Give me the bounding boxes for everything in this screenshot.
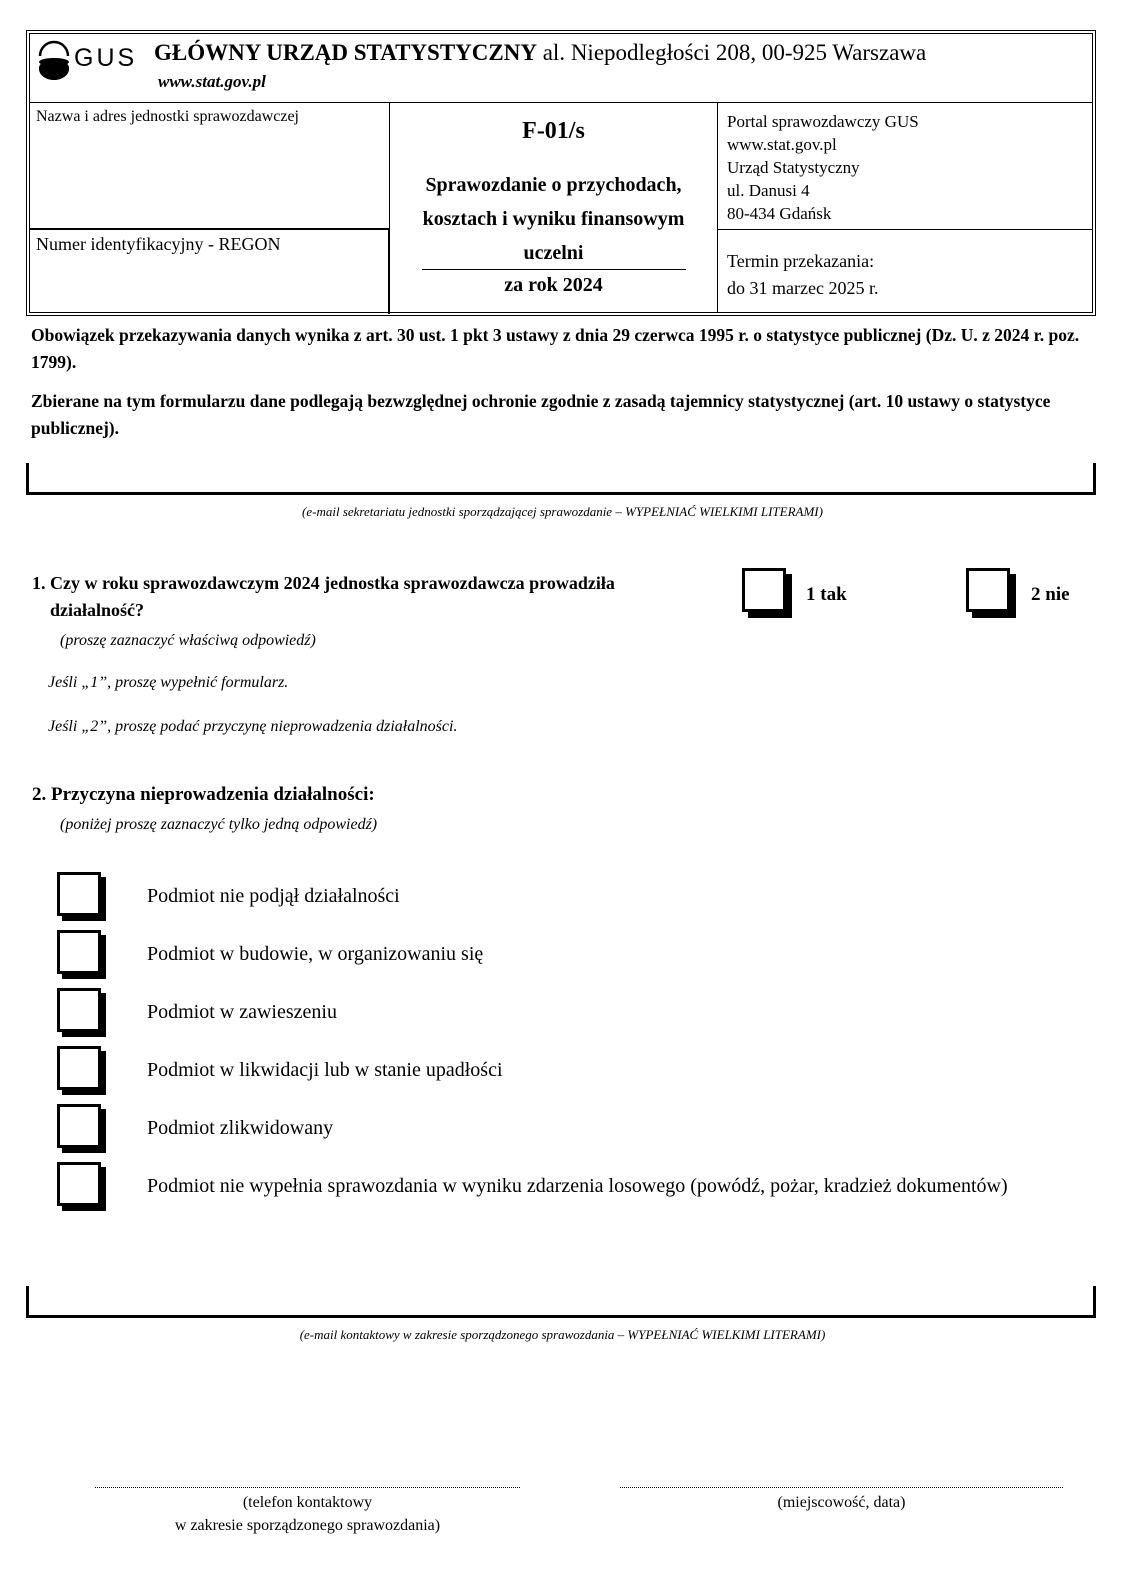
- form-title-rule: [422, 269, 686, 270]
- organization-name: [154, 40, 926, 66]
- form-title-line: Sprawozdanie o przychodach,: [425, 174, 682, 196]
- form-year: za rok 2024: [504, 274, 603, 296]
- reason-checkbox-under-construction[interactable]: [57, 930, 101, 974]
- legal-obligation: Obowiązek przekazywania danych wynika z art. 30 ust. 1 pkt 3 ustawy z dnia 29 czerwca 1995 r. o statystyce publicznej (Dz. U. z 2024 r. poz. 1799).: [31, 325, 1080, 372]
- regon-box-top-border: [29, 228, 390, 230]
- phone-label-line: w zakresie sporządzonego sprawozdania): [174, 1517, 441, 1534]
- question2-title: 2. Przyczyna nieprowadzenia działalności:: [32, 784, 375, 805]
- question1-if-no: Jeśli „2”, proszę podać przyczynę nieprowadzenia działalności.: [48, 718, 458, 735]
- gus-logo-icon: [36, 38, 72, 82]
- question1-if-yes: Jeśli „1”, proszę wypełnić formularz.: [48, 674, 289, 691]
- portal-line: 80-434 Gdańsk: [727, 204, 832, 223]
- form-title: [390, 168, 717, 270]
- reason-checkbox-suspended[interactable]: [57, 988, 101, 1032]
- portal-line: ul. Danusi 4: [727, 181, 810, 200]
- answer-no-checkbox[interactable]: [966, 568, 1010, 612]
- regon-field[interactable]: [32, 258, 384, 310]
- question2-hint: (poniżej proszę zaznaczyć tylko jedną odpowiedź): [60, 816, 378, 833]
- unit-name-label: Nazwa i adres jednostki sprawozdawczej: [36, 108, 299, 125]
- email-secretariat-input[interactable]: [26, 463, 1096, 495]
- unit-name-field[interactable]: [32, 130, 387, 225]
- header-column-divider-right: [717, 102, 718, 313]
- deadline: [727, 248, 878, 302]
- answer-no-label: 2 nie: [1031, 584, 1070, 605]
- reason-label-not-started: Podmiot nie podjął działalności: [147, 885, 400, 907]
- regon-label: Numer identyfikacyjny - REGON: [36, 234, 281, 254]
- answer-yes-label: 1 tak: [806, 584, 847, 605]
- deadline-box-top-border: [717, 229, 1093, 230]
- email-secretariat-caption: (e-mail sekretariatu jednostki sporządzającej sprawozdanie – WYPEŁNIAĆ WIELKIMI LITERAMI): [302, 504, 823, 519]
- question1-line: 1. Czy w roku sprawozdawczym 2024 jednostka sprawozdawcza prowadziła: [32, 573, 615, 593]
- reason-label-liquidation: Podmiot w likwidacji lub w stanie upadłości: [147, 1059, 503, 1081]
- portal-info: [727, 110, 919, 225]
- portal-line: www.stat.gov.pl: [727, 135, 837, 154]
- form-code: F-01/s: [522, 118, 585, 144]
- deadline-value: do 31 marzec 2025 r.: [727, 278, 879, 298]
- org-name-bold: GŁÓWNY URZĄD STATYSTYCZNY: [154, 40, 537, 65]
- email-contact-caption: (e-mail kontaktowy w zakresie sporządzonego sprawozdania – WYPEŁNIAĆ WIELKIMI LITERAMI): [299, 1327, 826, 1342]
- phone-input-line[interactable]: [95, 1487, 520, 1488]
- organization-website[interactable]: www.stat.gov.pl: [158, 72, 266, 91]
- question1-line: działalność?: [50, 600, 145, 620]
- portal-line: Urząd Statystyczny: [727, 158, 860, 177]
- form-title-line: kosztach i wyniku finansowym: [422, 208, 685, 230]
- deadline-label: Termin przekazania:: [727, 251, 875, 271]
- reason-checkbox-liquidated[interactable]: [57, 1104, 101, 1148]
- reason-label-suspended: Podmiot w zawieszeniu: [147, 1001, 337, 1023]
- reason-label-random-event: Podmiot nie wypełnia sprawozdania w wyniku zdarzenia losowego (powódź, pożar, kradzież dokumentów): [147, 1175, 1008, 1197]
- form-title-line: uczelni: [523, 242, 584, 264]
- header-divider: [29, 102, 1093, 103]
- org-address: al. Niepodległości 208, 00-925 Warszawa: [542, 40, 927, 65]
- portal-line: Portal sprawozdawczy GUS: [727, 112, 919, 131]
- reason-label-liquidated: Podmiot zlikwidowany: [147, 1117, 334, 1139]
- reason-checkbox-not-started[interactable]: [57, 872, 101, 916]
- legal-confidentiality: Zbierane na tym formularzu dane podlegają bezwzględnej ochronie zgodnie z zasadą tajemnicy statystycznej (art. 10 ustawy o statystyce publicznej).: [31, 391, 1051, 438]
- phone-label: [95, 1491, 520, 1537]
- reason-label-under-construction: Podmiot w budowie, w organizowaniu się: [147, 943, 484, 965]
- phone-label-line: (telefon kontaktowy: [242, 1494, 373, 1511]
- question1-hint: (proszę zaznaczyć właściwą odpowiedź): [60, 632, 316, 649]
- place-date-label: (miejscowość, data): [777, 1494, 906, 1511]
- reason-checkbox-liquidation[interactable]: [57, 1046, 101, 1090]
- reason-checkbox-random-event[interactable]: [57, 1162, 101, 1206]
- place-date-input-line[interactable]: [620, 1487, 1063, 1488]
- answer-yes-checkbox[interactable]: [742, 568, 786, 612]
- email-contact-input[interactable]: [26, 1286, 1096, 1318]
- logo-text: GUS: [74, 44, 138, 72]
- question1-text: [32, 570, 615, 624]
